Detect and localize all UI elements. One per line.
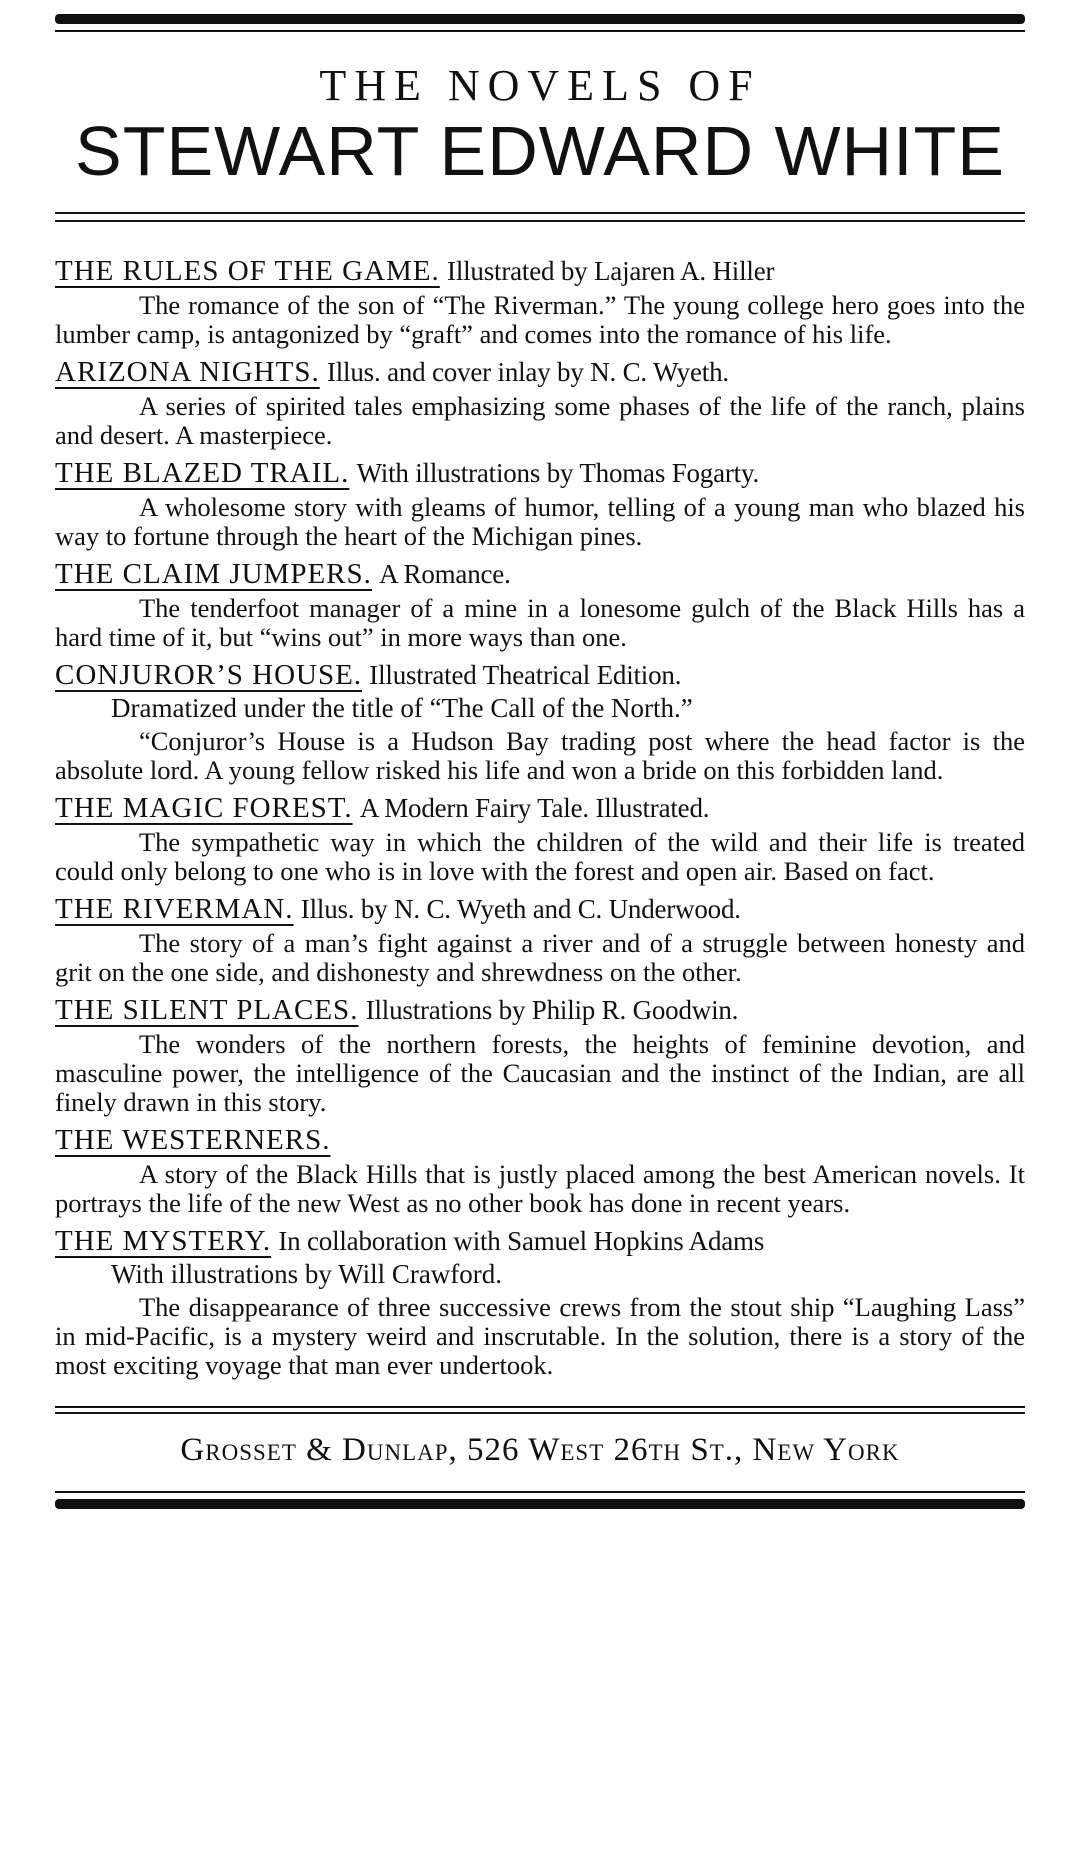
novel-entry [55,355,1025,450]
novel-illustration-note: In collaboration with Samuel Hopkins Adams [278,1226,765,1256]
publisher-imprint: Grosset & Dunlap, 526 West 26th St., New York [180,1432,900,1468]
novel-heading [55,1123,1025,1157]
novel-illustration-note: Illus. and cover inlay by N. C. Wyeth. [326,357,729,387]
novel-description: A story of the Black Hills that is justly placed among the best American novels. It portrays the life of the new West as no other book has done in recent years. [55,1159,1025,1218]
novel-entry [55,1224,1025,1380]
series-heading: THE NOVELS OF [319,61,761,110]
book-advertisement-page [55,14,1025,1509]
novel-entry [55,1123,1025,1218]
novel-subnote: Dramatized under the title of “The Call of the North.” [111,693,693,723]
novel-description: “Conjuror’s House is a Hudson Bay trading post where the head factor is the absolute lord. A young fellow risked his life and won a bride on this forbidden land. [55,726,1025,785]
novel-illustration-note: A Romance. [379,559,511,589]
novel-heading [55,456,1025,490]
novel-description: The story of a man’s fight against a river and of a struggle between honesty and grit on the one side, and dishonesty and shrewdness on the other. [55,928,1025,987]
novel-description: The wonders of the northern forests, the heights of feminine devotion, and masculine power, the intelligence of the Caucasian and the instinct of the Indian, are all finely drawn in this story. [55,1029,1025,1117]
top-thin-rule [55,30,1025,32]
novel-description: The tenderfoot manager of a mine in a lonesome gulch of the Black Hills has a hard time of it, but “wins out” in more ways than one. [55,593,1025,652]
novel-entry [55,254,1025,349]
novel-heading [55,658,1025,692]
novel-illustration-note: Illustrated by Lajaren A. Hiller [447,256,775,286]
novel-heading [55,355,1025,389]
novel-title: ARIZONA NIGHTS. [55,356,320,388]
author-heading: STEWART EDWARD WHITE [75,112,1005,190]
novel-title: THE RULES OF THE GAME. [55,255,440,287]
novel-entry [55,791,1025,886]
novel-heading [55,557,1025,591]
novel-title: THE CLAIM JUMPERS. [55,558,372,590]
novel-illustration-note: Illustrated Theatrical Edition. [369,660,682,690]
novel-heading [55,892,1025,926]
novel-illustration-note: A Modern Fairy Tale. Illustrated. [359,793,710,823]
header-divider-lower [55,220,1025,222]
novel-entry [55,557,1025,652]
novel-description: A wholesome story with gleams of humor, telling of a young man who blazed his way to fortune through the heart of the Michigan pines. [55,492,1025,551]
novel-entry [55,993,1025,1117]
novel-heading [55,791,1025,825]
novel-description: A series of spirited tales emphasizing some phases of the life of the ranch, plains and desert. A masterpiece. [55,391,1025,450]
novel-illustration-note: With illustrations by Thomas Fogarty. [356,458,760,488]
novel-title: THE WESTERNERS. [55,1124,331,1156]
novel-title: CONJUROR’S HOUSE. [55,659,363,691]
bottom-thick-rule [55,1499,1025,1509]
novel-title: THE MYSTERY. [55,1225,272,1257]
novel-title: THE SILENT PLACES. [55,994,359,1026]
novel-illustration-note: Illustrations by Philip R. Goodwin. [365,995,739,1025]
novel-description: The disappearance of three successive crews from the stout ship “Laughing Lass” in mid-Pacific, is a mystery weird and inscrutable. In the solution, there is a story of the most exciting voyage that man ever undertook. [55,1292,1025,1380]
top-thick-rule [55,14,1025,24]
novel-description: The sympathetic way in which the children of the wild and their life is treated could only belong to one who is in love with the forest and open air. Based on fact. [55,827,1025,886]
novel-title: THE BLAZED TRAIL. [55,457,350,489]
novel-entry [55,892,1025,987]
novel-list [55,254,1025,1380]
novel-entry [55,456,1025,551]
novel-heading [55,254,1025,288]
novel-entry [55,658,1025,785]
novel-illustration-note: Illus. by N. C. Wyeth and C. Underwood. [300,894,741,924]
novel-title: THE RIVERMAN. [55,893,294,925]
novel-title: THE MAGIC FOREST. [55,792,353,824]
footer-divider-lower [55,1412,1025,1414]
novel-heading [55,993,1025,1027]
novel-subnote: With illustrations by Will Crawford. [111,1259,503,1289]
novel-heading [55,1224,1025,1258]
novel-description: The romance of the son of “The Riverman.” The young college hero goes into the lumber camp, is antagonized by “graft” and comes into the romance of his life. [55,290,1025,349]
